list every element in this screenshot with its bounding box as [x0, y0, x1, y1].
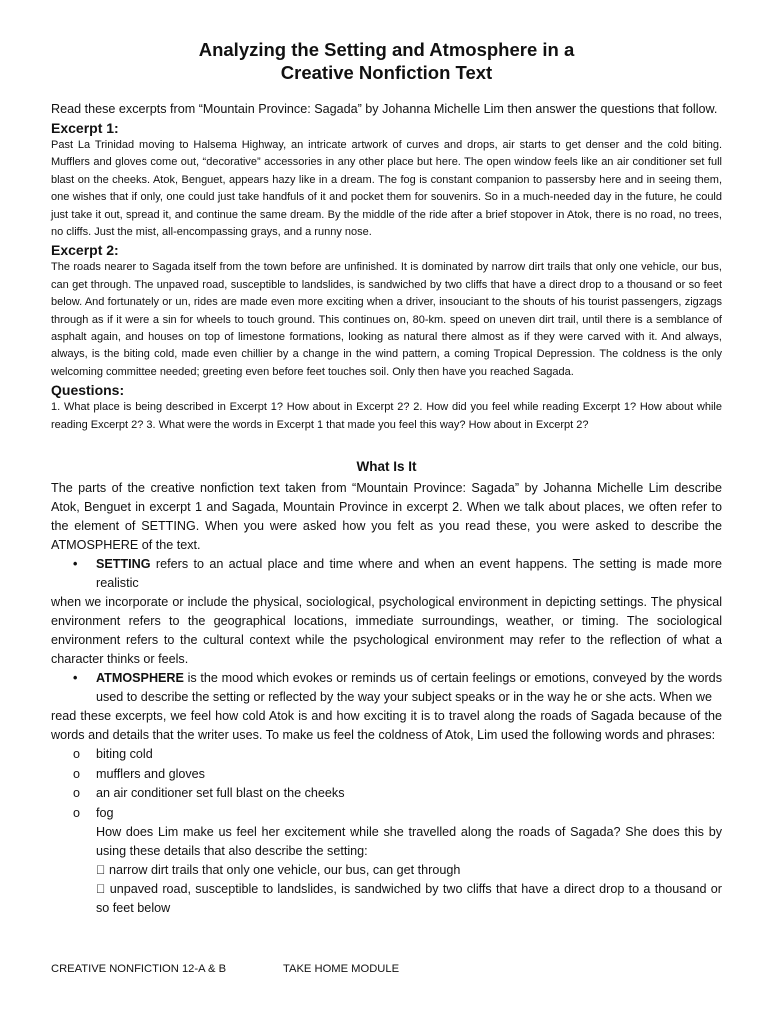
list-marker: o	[73, 805, 81, 820]
list-item: o an air conditioner set full blast on the cheeks	[51, 784, 722, 804]
what-is-it-paragraph-3: read these excerpts, we feel how cold Atok is and how exciting it is to travel along the roads of Sagada because of the words and details that the writer uses. To make us feel the coldness of Atok, Lim used the following words and phrases:	[51, 709, 722, 743]
atmosphere-bullet	[51, 669, 722, 707]
page-footer	[51, 962, 399, 976]
excerpt-1-text: Past La Trinidad moving to Halsema Highway, an intricate artwork of curves and drops, air starts to get denser and the cold biting. Mufflers and gloves come out, “decorative” accessories in any other place but here. The open window feels like an air conditioner set full blast on the cheeks. Atok, Benguet, appears hazy like in a dream. The fog is constant companion to passersby here and in seeing them, one wishes that if only, one could just take handfuls of it and pocket them for souvenirs. So in a much-needed day in the future, he could just take it out, spread it, and continue the same dream. By the middle of the ride after a brief stopover in Atok, there is no road, no trees, no cliffs. Just the mist, all-encompassing grays, and a runny nose.	[51, 139, 722, 239]
setting-definition: refers to an actual place and time where and when an event happens. The setting is made more realistic	[96, 557, 722, 591]
atmosphere-definition: is the mood which evokes or reminds us of certain feelings or emotions, conveyed by the words used to describe the setting or reflected by the way your subject speaks or in the way he or she acts. When we	[96, 671, 722, 705]
footer-course: CREATIVE NONFICTION 12-A & B	[51, 963, 227, 975]
excerpt-1-heading: Excerpt 1:	[51, 120, 119, 136]
what-is-it-paragraph-1: The parts of the creative nonfiction text taken from “Mountain Province: Sagada” by Johanna Michelle Lim describe Atok, Benguet in excerpt 1 and Sagada, Mountain Province in excerpt 2. When we talk about places, we often refer to the element of SETTING. When you were asked how you felt as you read these, you were asked to describe the ATMOSPHERE of the text.	[51, 481, 722, 553]
setting-term: SETTING	[96, 557, 151, 572]
excerpt-2-text: The roads nearer to Sagada itself from the town before are unfinished. It is dominated by narrow dirt trails that only one vehicle, our bus, can get through. The unpaved road, susceptible to landslides, is sandwiched by two cliffs that have a direct drop to a thousand or so feet below. And fortunately or un, rides are made even more exciting when a driver, insouciant to the shouts of his tourist passengers, zigzags through as if it were a sin for wheels to touch ground. This continues on, 80-km. speed on uneven dirt trail, until there is a semblance of asphalt again, and houses on top of limestone formations, looking as natural there almost as if they were carved with it. And always, always, is the biting cold, made even chillier by a change in the wind pattern, a coming Tropical Depression. The coldness is the only welcoming committee needed; greeting even before feet touches soil. Only then have you reached Sagada.	[51, 261, 722, 378]
list-item: o fog	[51, 804, 722, 824]
bullet-marker: •	[73, 671, 78, 686]
title-line-2: Creative Nonfiction Text	[280, 62, 493, 83]
setting-detail-1:   narrow dirt trails that only one vehicle, our bus, can get through	[96, 863, 461, 878]
excerpt-2-heading: Excerpt 2:	[51, 242, 119, 259]
questions-heading: Questions:	[51, 382, 125, 399]
page-title	[51, 38, 722, 84]
list-item: o biting cold	[51, 745, 722, 765]
list-item: o mufflers and gloves	[51, 765, 722, 785]
footer-module: TAKE HOME MODULE	[283, 963, 400, 975]
module-page	[51, 38, 722, 918]
list-marker: o	[73, 786, 81, 801]
questions-text: 1. What place is being described in Excerpt 1? How about in Excerpt 2? 2. How did you feel while reading Excerpt 1? How about while reading Excerpt 2? 3. What were the words in Excerpt 1 that made you feel this way? How about in Excerpt 2?	[51, 401, 722, 431]
title-line-1: Analyzing the Setting and Atmosphere in a	[198, 39, 575, 60]
what-is-it-paragraph-2: when we incorporate or include the physical, sociological, psychological environment in depicting settings. The physical environment refers to the geographical locations, immediate surroundings, weather, or timing. The sociological environment refers to the cultural context while the psychological environment may refer to the reflection of what a character thinks or feels.	[51, 595, 722, 667]
setting-bullet	[51, 555, 722, 593]
what-is-it-paragraph-4: How does Lim make us feel her excitement while she travelled along the roads of Sagada? She does this by using these details that also describe the setting:	[96, 825, 722, 859]
intro-paragraph: Read these excerpts from “Mountain Province: Sagada” by Johanna Michelle Lim then answer the questions that follow.	[51, 102, 718, 116]
list-marker: o	[73, 766, 81, 781]
list-marker: o	[73, 747, 81, 762]
what-is-it-heading: What Is It	[356, 459, 417, 475]
cold-words-list	[51, 745, 722, 823]
bullet-marker: •	[73, 557, 78, 572]
setting-detail-2:   unpaved road, susceptible to landslides, is sandwiched by two cliffs that have a direct drop to a thousand or so feet below	[96, 882, 722, 916]
atmosphere-term: ATMOSPHERE	[96, 671, 184, 686]
